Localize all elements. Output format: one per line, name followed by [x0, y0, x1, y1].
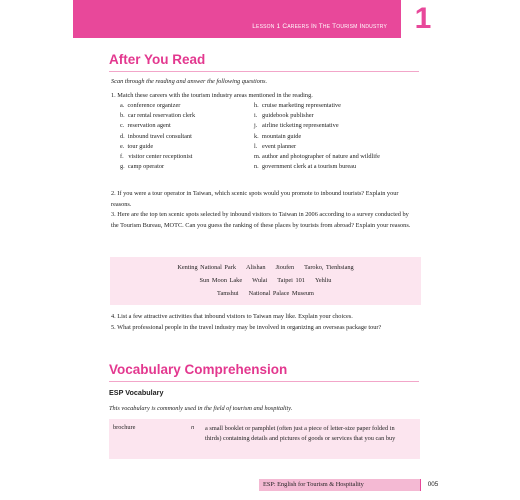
scenic-spots-box: [110, 257, 421, 305]
career-item: k. mountain guide: [254, 132, 302, 140]
lesson-title: Lesson 1 Careers In The Tourism Industry: [252, 23, 387, 30]
vocabulary-instruction: This vocabulary is commonly used in the field of tourism and hospitality.: [109, 405, 293, 412]
career-item: e. tour guide: [120, 142, 154, 150]
footer-bar: [259, 479, 445, 491]
vocabulary-term: brochure: [113, 424, 136, 431]
page-number: 005: [421, 479, 445, 491]
vocabulary-definition: a small booklet or pamphlet (often just a piece of letter-size paper folded in thirds) containing details and pictures of goods or services that you can buy: [205, 425, 396, 443]
chapter-number: 1: [414, 2, 432, 35]
scenic-spot: National Palace Museum: [248, 290, 314, 297]
scenic-spots-row: [110, 287, 421, 300]
book-title: ESP: English for Tourism & Hospitality: [263, 481, 364, 488]
career-item: i. guidebook publisher: [254, 112, 314, 120]
match-row: [120, 101, 380, 111]
after-you-read-instruction: Scan through the reading and answer the following questions.: [111, 78, 268, 85]
career-item: j. airline ticketing representative: [254, 122, 339, 130]
chapter-badge: [401, 0, 445, 38]
scenic-spot: Taroko, Tienhsiang: [304, 264, 354, 271]
scenic-spot: Wulai: [252, 277, 268, 284]
scenic-spot: Sun Moon Lake: [199, 277, 243, 284]
career-match-list: [120, 101, 380, 172]
vocabulary-heading: Vocabulary Comprehension: [109, 362, 288, 377]
career-item: g. camp operator: [120, 163, 165, 171]
question-4: 4. List a few attractive activities that inbound visitors to Taiwan may like. Explain your choices.: [111, 313, 353, 320]
page: [73, 0, 445, 500]
vocabulary-entry: [109, 419, 420, 459]
match-row: [120, 152, 380, 162]
scenic-spots-row: [110, 261, 421, 274]
match-row: [120, 111, 380, 121]
career-item: a. conference organizer: [120, 102, 181, 109]
scenic-spot: Taipei 101: [277, 277, 305, 284]
heading-divider: [109, 71, 419, 72]
match-row: [120, 142, 380, 152]
esp-vocabulary-subheading: ESP Vocabulary: [109, 388, 164, 397]
question-2: 2. If you were a tour operator in Taiwan, which scenic spots would you promote to inbound tourists? Explain your reasons.: [111, 190, 399, 208]
career-item: m. author and photographer of nature and wildlife: [254, 152, 380, 160]
part-of-speech: n: [191, 424, 195, 431]
scenic-spots-row: [110, 274, 421, 287]
match-row: [120, 132, 380, 142]
career-item: c. reservation agent: [120, 122, 171, 130]
question-1: 1. Match these careers with the tourism industry areas mentioned in the reading.: [111, 92, 313, 99]
career-item: d. inbound travel consultant: [120, 132, 192, 140]
question-5: 5. What professional people in the travel industry may be involved in organizing an overseas package tour?: [111, 324, 382, 331]
career-item: f. visitor center receptionist: [120, 152, 193, 160]
scenic-spot: Kenting National Park: [177, 264, 236, 271]
match-row: [120, 121, 380, 131]
scenic-spot: Alishan: [245, 264, 266, 271]
career-item: h. cruise marketing representative: [254, 102, 341, 109]
scenic-spot: Yehliu: [314, 277, 332, 284]
heading-divider: [109, 381, 419, 382]
question-3: 3. Here are the top ten scenic spots selected by inbound visitors to Taiwan in 2006 according to a survey conducted by the Tourism Bureau, MOTC. Can you guess the ranking of these places by tourists from abroad? Explain your reasons.: [111, 211, 411, 229]
after-you-read-heading: After You Read: [109, 52, 206, 67]
scenic-spot: Tamshui: [217, 290, 239, 297]
lesson-header-bar: [73, 0, 445, 38]
career-item: n. government clerk at a tourism bureau: [254, 163, 357, 171]
career-item: l. event planner: [254, 142, 297, 150]
scenic-spot: Jioufen: [275, 264, 295, 271]
match-row: [120, 162, 380, 172]
career-item: b. car rental reservation clerk: [120, 112, 196, 120]
